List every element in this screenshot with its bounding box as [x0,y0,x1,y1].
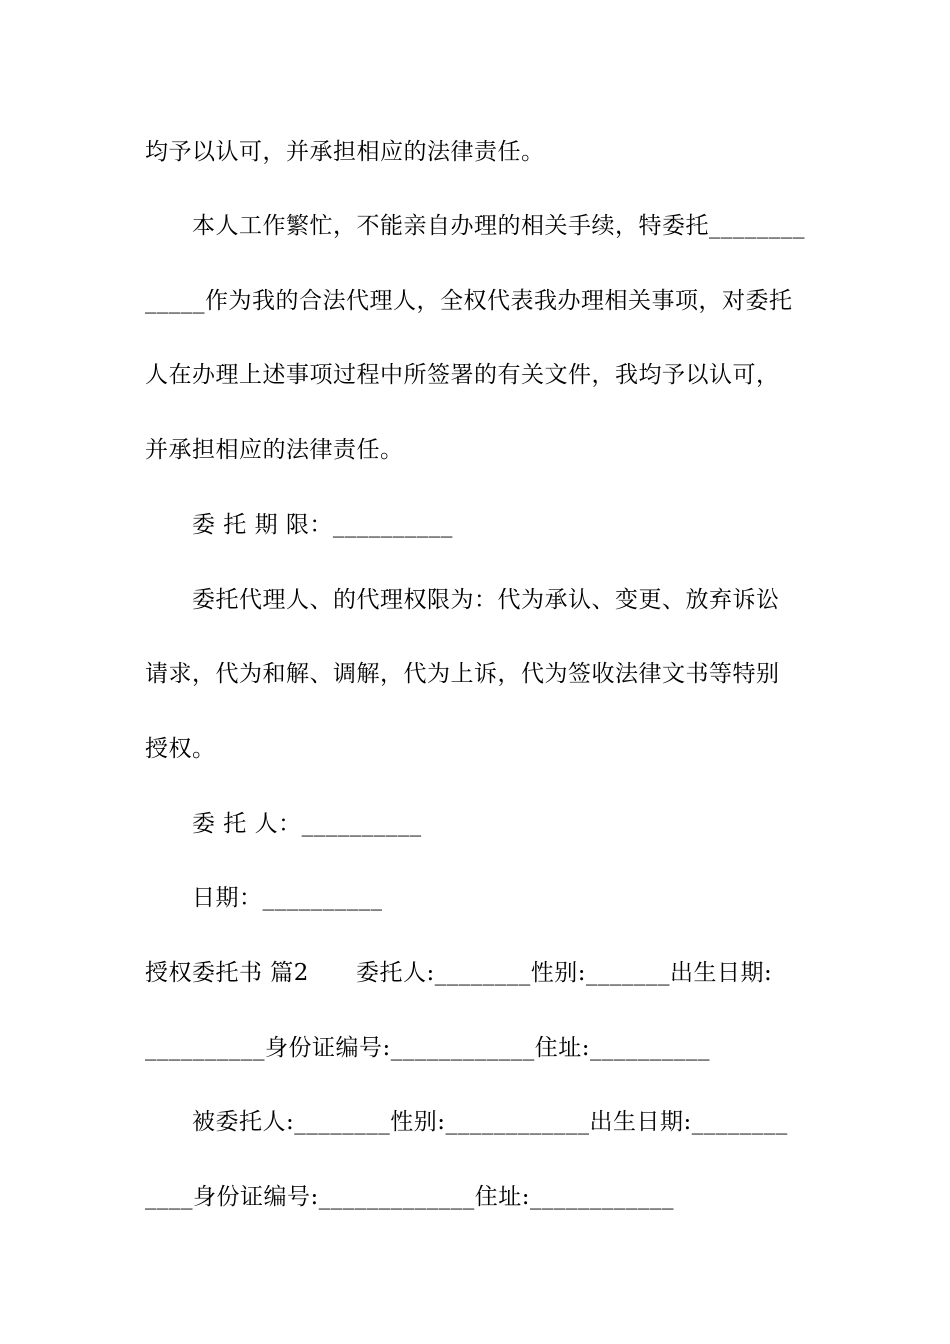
paragraph-line: 并承担相应的法律责任。 [145,437,404,463]
paragraph-line: 均予以认可，并承担相应的法律责任。 [145,139,545,165]
form-field-line: ____身份证编号:_____________住址:____________ [145,1184,674,1210]
paragraph-line: 授权。 [145,736,216,762]
paragraph-line: _____作为我的合法代理人，全权代表我办理相关事项，对委托 [145,288,793,314]
paragraph-line: 本人工作繁忙，不能亲自办理的相关手续，特委托________ [192,213,805,239]
section-heading-line: 授权委托书 篇2 委托人:________性别:_______出生日期: [145,960,773,986]
term-field-line: 委 托 期 限：__________ [192,512,453,538]
date-field-line: 日期：__________ [192,885,383,911]
form-field-line: __________身份证编号:____________住址:__________ [145,1035,710,1061]
paragraph-line: 人在办理上述事项过程中所签署的有关文件，我均予以认可， [145,362,780,388]
paragraph-line: 请求，代为和解、调解，代为上诉，代为签收法律文书等特别 [145,661,780,687]
paragraph-line: 委托代理人、的代理权限为：代为承认、变更、放弃诉讼 [192,587,780,613]
form-field-line: 被委托人:________性别:____________出生日期:________ [192,1109,788,1135]
principal-field-line: 委 托 人：__________ [192,811,422,837]
